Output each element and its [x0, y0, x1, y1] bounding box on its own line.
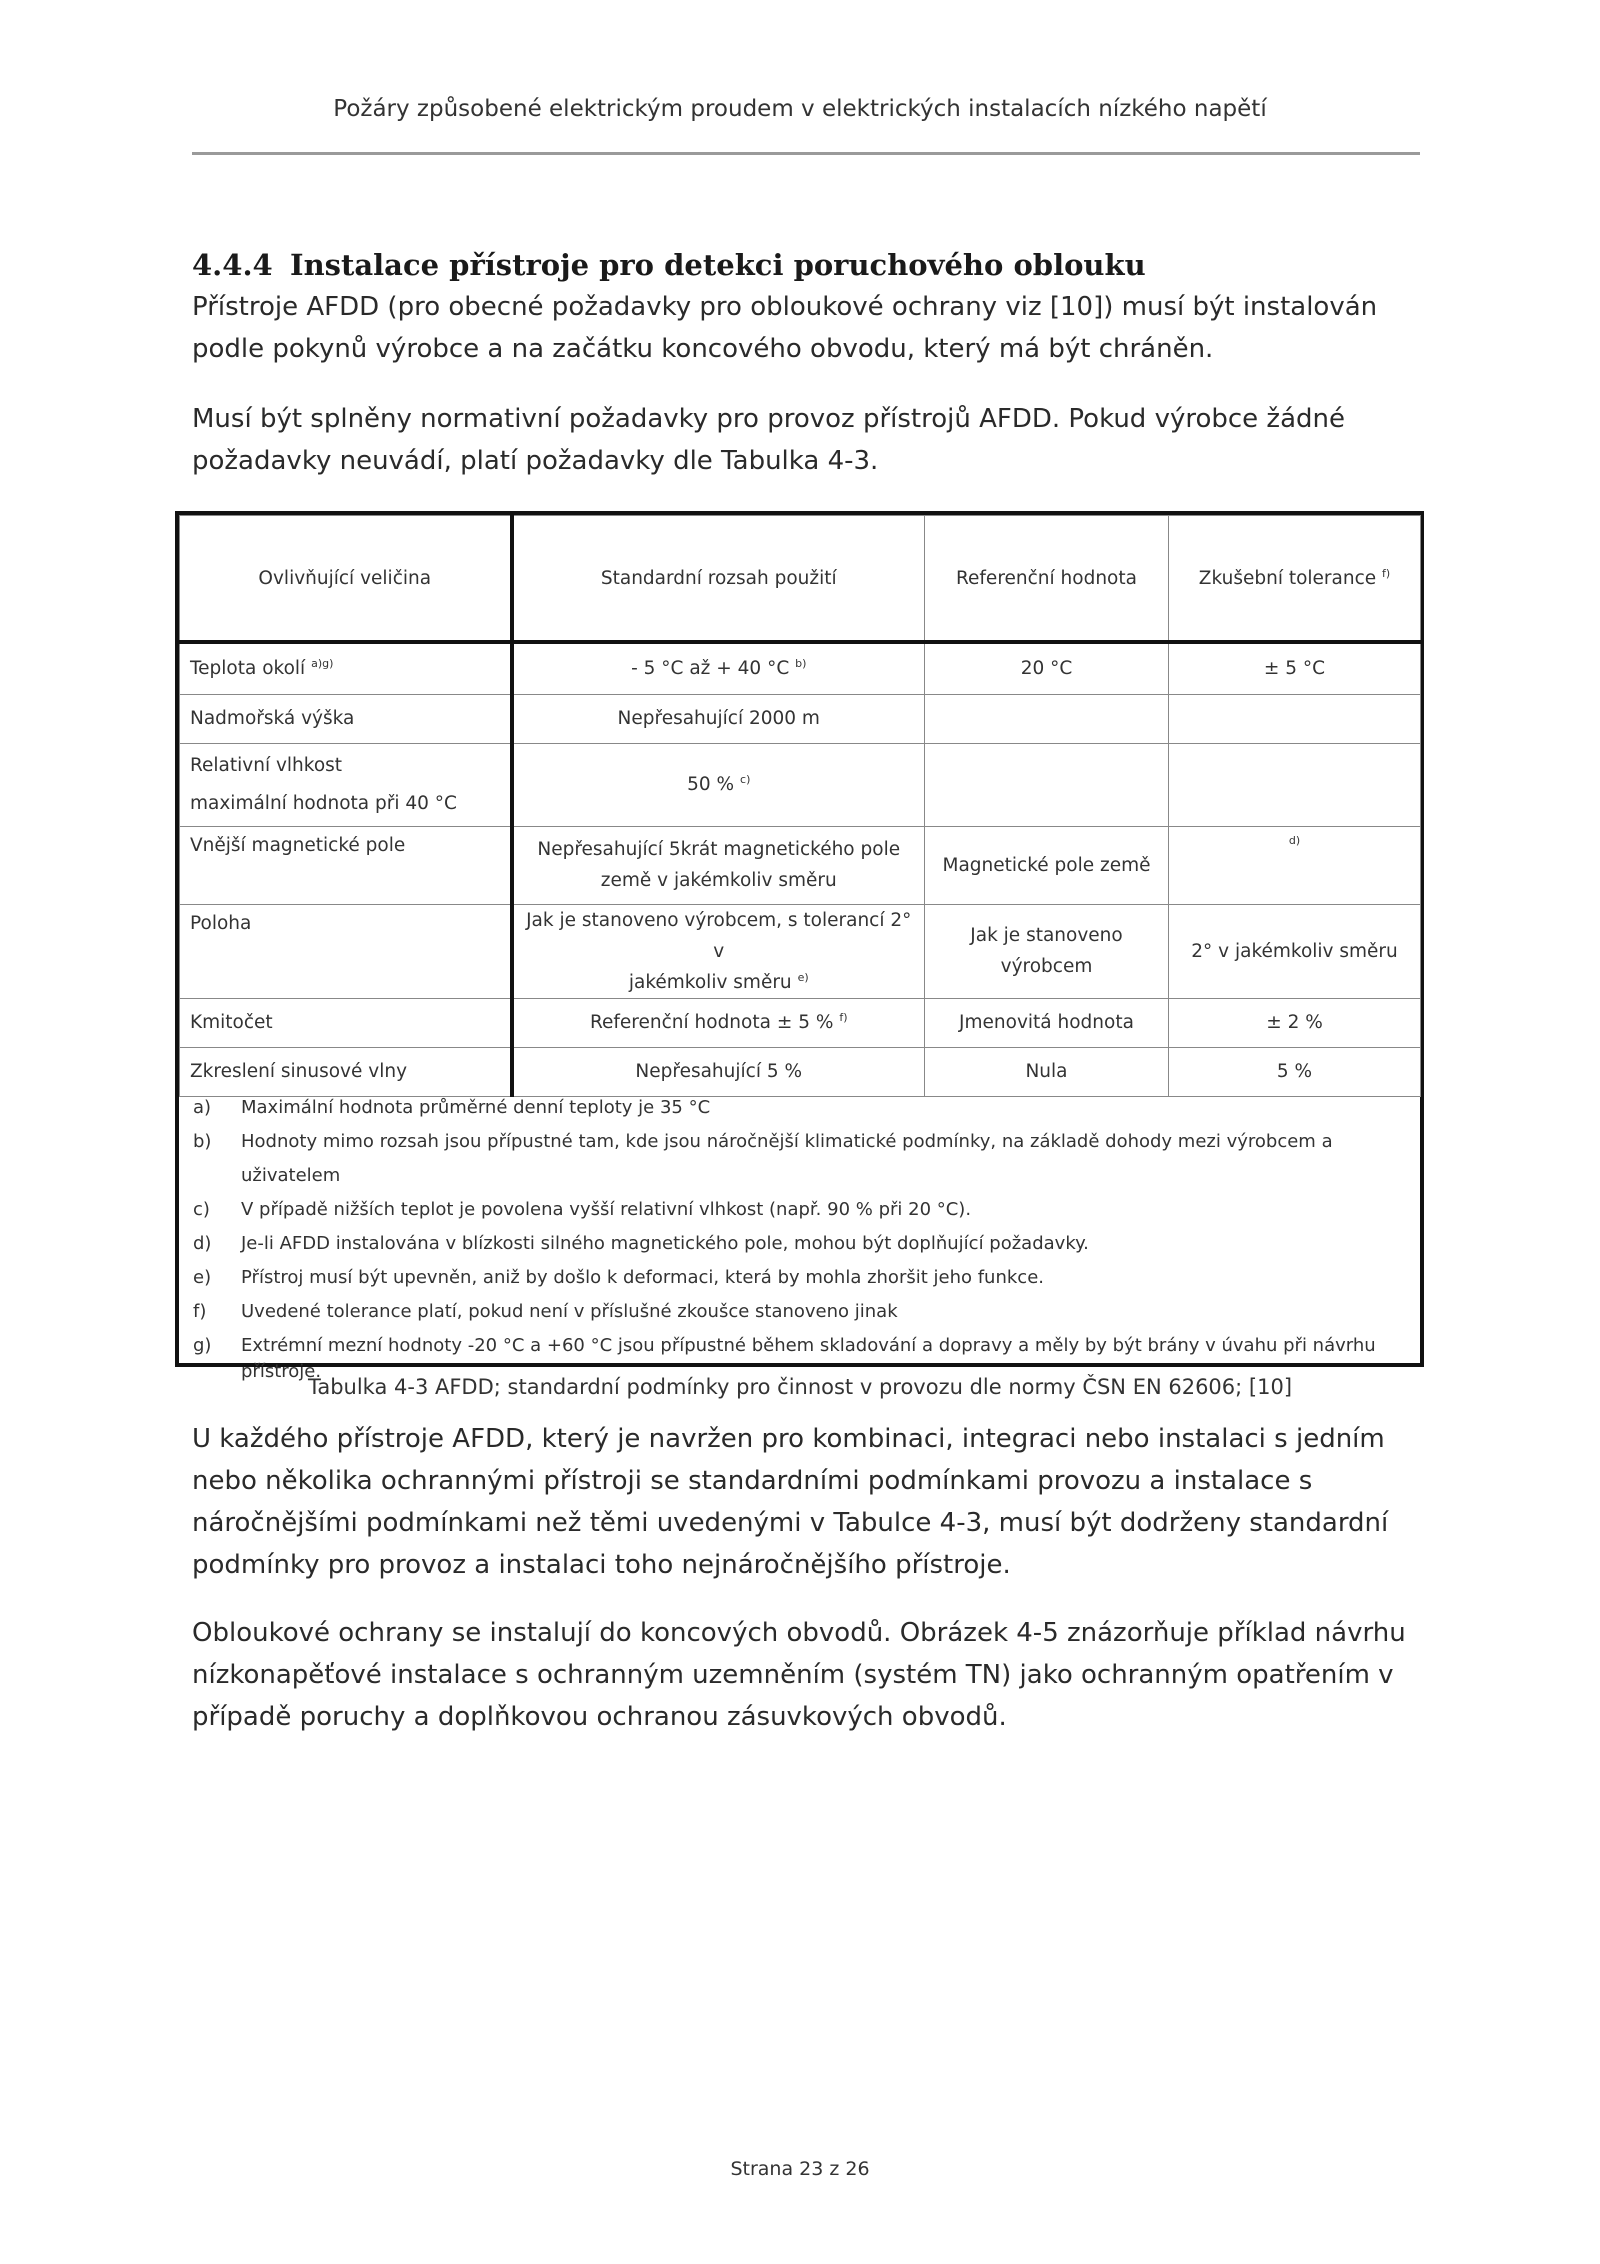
cell-text: jakémkoliv směru [628, 971, 792, 993]
table-cell [925, 904, 1169, 998]
footnote-ref: e) [797, 970, 809, 984]
header-cell: Ovlivňující veličina [180, 516, 512, 643]
table-cell: Nadmořská výška [180, 694, 512, 743]
header-cell-text: Zkušební tolerance [1198, 567, 1377, 589]
table-cell: ± 2 % [1169, 998, 1421, 1047]
table-cell: Nepřesahující 2000 m [512, 694, 925, 743]
footnote-label: f) [193, 1301, 207, 1322]
table-cell [512, 642, 925, 694]
running-header: Požáry způsobené elektrickým proudem v elektrických instalacích nízkého napětí [333, 96, 1267, 122]
header-cell: Standardní rozsah použití [512, 516, 925, 643]
footnote-text: Je-li AFDD instalována v blízkosti silného magnetického pole, mohou být doplňující požadavky. [241, 1233, 1089, 1254]
table-cell [512, 826, 925, 904]
table-cell [512, 904, 925, 998]
footnote-label: e) [193, 1267, 212, 1288]
footnote [193, 1193, 1413, 1227]
cell-text: Nepřesahující 5krát magnetického pole [537, 839, 901, 860]
cell-text: Referenční hodnota ± 5 % [590, 1012, 834, 1033]
footnote [193, 1125, 1413, 1193]
table-cell [512, 743, 925, 826]
cell-text: Jak je stanoveno [970, 925, 1123, 946]
cell-text: Relativní vlhkost [190, 754, 343, 776]
table-cell: 2° v jakémkoliv směru [1169, 904, 1421, 998]
table-row [180, 904, 1421, 998]
table-cell: Zkreslení sinusové vlny [180, 1047, 512, 1096]
footnote [193, 1261, 1413, 1295]
footnote-ref: c) [740, 772, 751, 786]
footnote [193, 1295, 1413, 1329]
footnote-label: d) [193, 1233, 212, 1254]
footnote-text: Přístroj musí být upevněn, aniž by došlo k deformaci, která by mohla zhoršit jeho funkce. [241, 1267, 1044, 1288]
table-cell [1169, 826, 1421, 904]
table-cell: Nepřesahující 5 % [512, 1047, 925, 1096]
paragraph-intro: Přístroje AFDD (pro obecné požadavky pro obloukové ochrany viz [10]) musí být instalován podle pokynů výrobce a na začátku koncového obvodu, který má být chráněn. [192, 292, 1378, 364]
footnote-text: Maximální hodnota průměrné denní teploty je 35 °C [241, 1097, 711, 1118]
footnote-label: g) [193, 1335, 212, 1356]
cell-text: - 5 °C až + 40 °C [631, 658, 790, 680]
table-cell [925, 694, 1169, 743]
table-header-row [180, 516, 1421, 643]
footnote-label: c) [193, 1199, 210, 1220]
cell-text: maximální hodnota při 40 °C [190, 792, 457, 814]
footnote-ref: f) [1382, 566, 1391, 580]
table-cell [180, 743, 512, 826]
footnote-ref: a)g) [311, 657, 334, 671]
footnote-text: Hodnoty mimo rozsah jsou přípustné tam, kde jsou náročnější klimatické podmínky, na základě dohody mezi výrobcem a uživatelem [241, 1131, 1333, 1186]
footnote-ref: b) [795, 657, 807, 671]
table-cell: Poloha [180, 904, 512, 998]
footnote-text: Extrémní mezní hodnoty -20 °C a +60 °C jsou přípustné během skladování a dopravy a měly by být brány v úvahu při návrhu přístroje. [241, 1335, 1376, 1382]
table-row [180, 694, 1421, 743]
table-row [180, 826, 1421, 904]
table-row [180, 998, 1421, 1047]
cell-text: 50 % [687, 774, 735, 795]
footnote [193, 1091, 1413, 1125]
section-number: 4.4.4 [192, 248, 273, 282]
footnote-ref: f) [839, 1010, 848, 1024]
footnote [193, 1227, 1413, 1261]
section-title: Instalace přístroje pro detekci poruchového oblouku [290, 248, 1146, 282]
table-cell: Vnější magnetické pole [180, 826, 512, 904]
table-cell: 20 °C [925, 642, 1169, 694]
table-cell: 5 % [1169, 1047, 1421, 1096]
table-caption: Tabulka 4-3 AFDD; standardní podmínky pro činnost v provozu dle normy ČSN EN 62606; [10] [307, 1375, 1293, 1399]
table-cell: Jmenovitá hodnota [925, 998, 1169, 1047]
table-cell [512, 998, 925, 1047]
cell-text: Teplota okolí [190, 658, 306, 680]
cell-text: Jak je stanoveno výrobcem, s tolerancí 2° v [526, 909, 912, 962]
cell-text-line [524, 967, 915, 998]
table-row [180, 1047, 1421, 1096]
cell-text: výrobcem [1000, 956, 1093, 977]
table-row [180, 642, 1421, 694]
cell-text: země v jakémkoliv směru [600, 870, 837, 891]
paragraph-combination: U každého přístroje AFDD, který je navržen pro kombinaci, integraci nebo instalaci s jedním nebo několika ochrannými přístroji se standardními podmínkami provozu a instalace s náročnějšími podmínkami než těmi uvedenými v Tabulce 4-3, musí být dodrženy standardní podmínky pro provoz a instalaci toho nejnáročnějšího přístroje. [192, 1424, 1389, 1580]
table-cell [180, 642, 512, 694]
paragraph-arc-protection: Obloukové ochrany se instalují do koncových obvodů. Obrázek 4-5 znázorňuje příklad návrhu nízkonapěťové instalace s ochranným uzemněním (systém TN) jako ochranným opatřením v případě poruchy a doplňkovou ochranou zásuvkových obvodů. [192, 1618, 1406, 1732]
footnote-label: b) [193, 1131, 212, 1152]
table-cell: ± 5 °C [1169, 642, 1421, 694]
conditions-table-frame [175, 511, 1424, 1382]
footnote-label: a) [193, 1097, 212, 1118]
header-cell: Referenční hodnota [925, 516, 1169, 643]
table-cell: Magnetické pole země [925, 826, 1169, 904]
section-heading [192, 248, 1146, 282]
conditions-table [179, 515, 1421, 1097]
header-cell [1169, 516, 1421, 643]
table-cell [1169, 743, 1421, 826]
table-cell [925, 743, 1169, 826]
footnote-ref: d) [1288, 833, 1301, 847]
header-divider [192, 152, 1420, 155]
page-number: Strana 23 z 26 [730, 2158, 870, 2180]
table-row [180, 743, 1421, 826]
paragraph-requirements: Musí být splněny normativní požadavky pro provoz přístrojů AFDD. Pokud výrobce žádné požadavky neuvádí, platí požadavky dle Tabulka 4-3. [192, 404, 1345, 476]
footnote-text: Uvedené tolerance platí, pokud není v příslušné zkoušce stanoveno jinak [241, 1301, 898, 1322]
footnote-text: V případě nižších teplot je povolena vyšší relativní vlhkost (např. 90 % při 20 °C). [241, 1199, 972, 1220]
table-cell [1169, 694, 1421, 743]
table-cell: Nula [925, 1047, 1169, 1096]
table-footnotes [193, 1091, 1413, 1385]
table-cell: Kmitočet [180, 998, 512, 1047]
